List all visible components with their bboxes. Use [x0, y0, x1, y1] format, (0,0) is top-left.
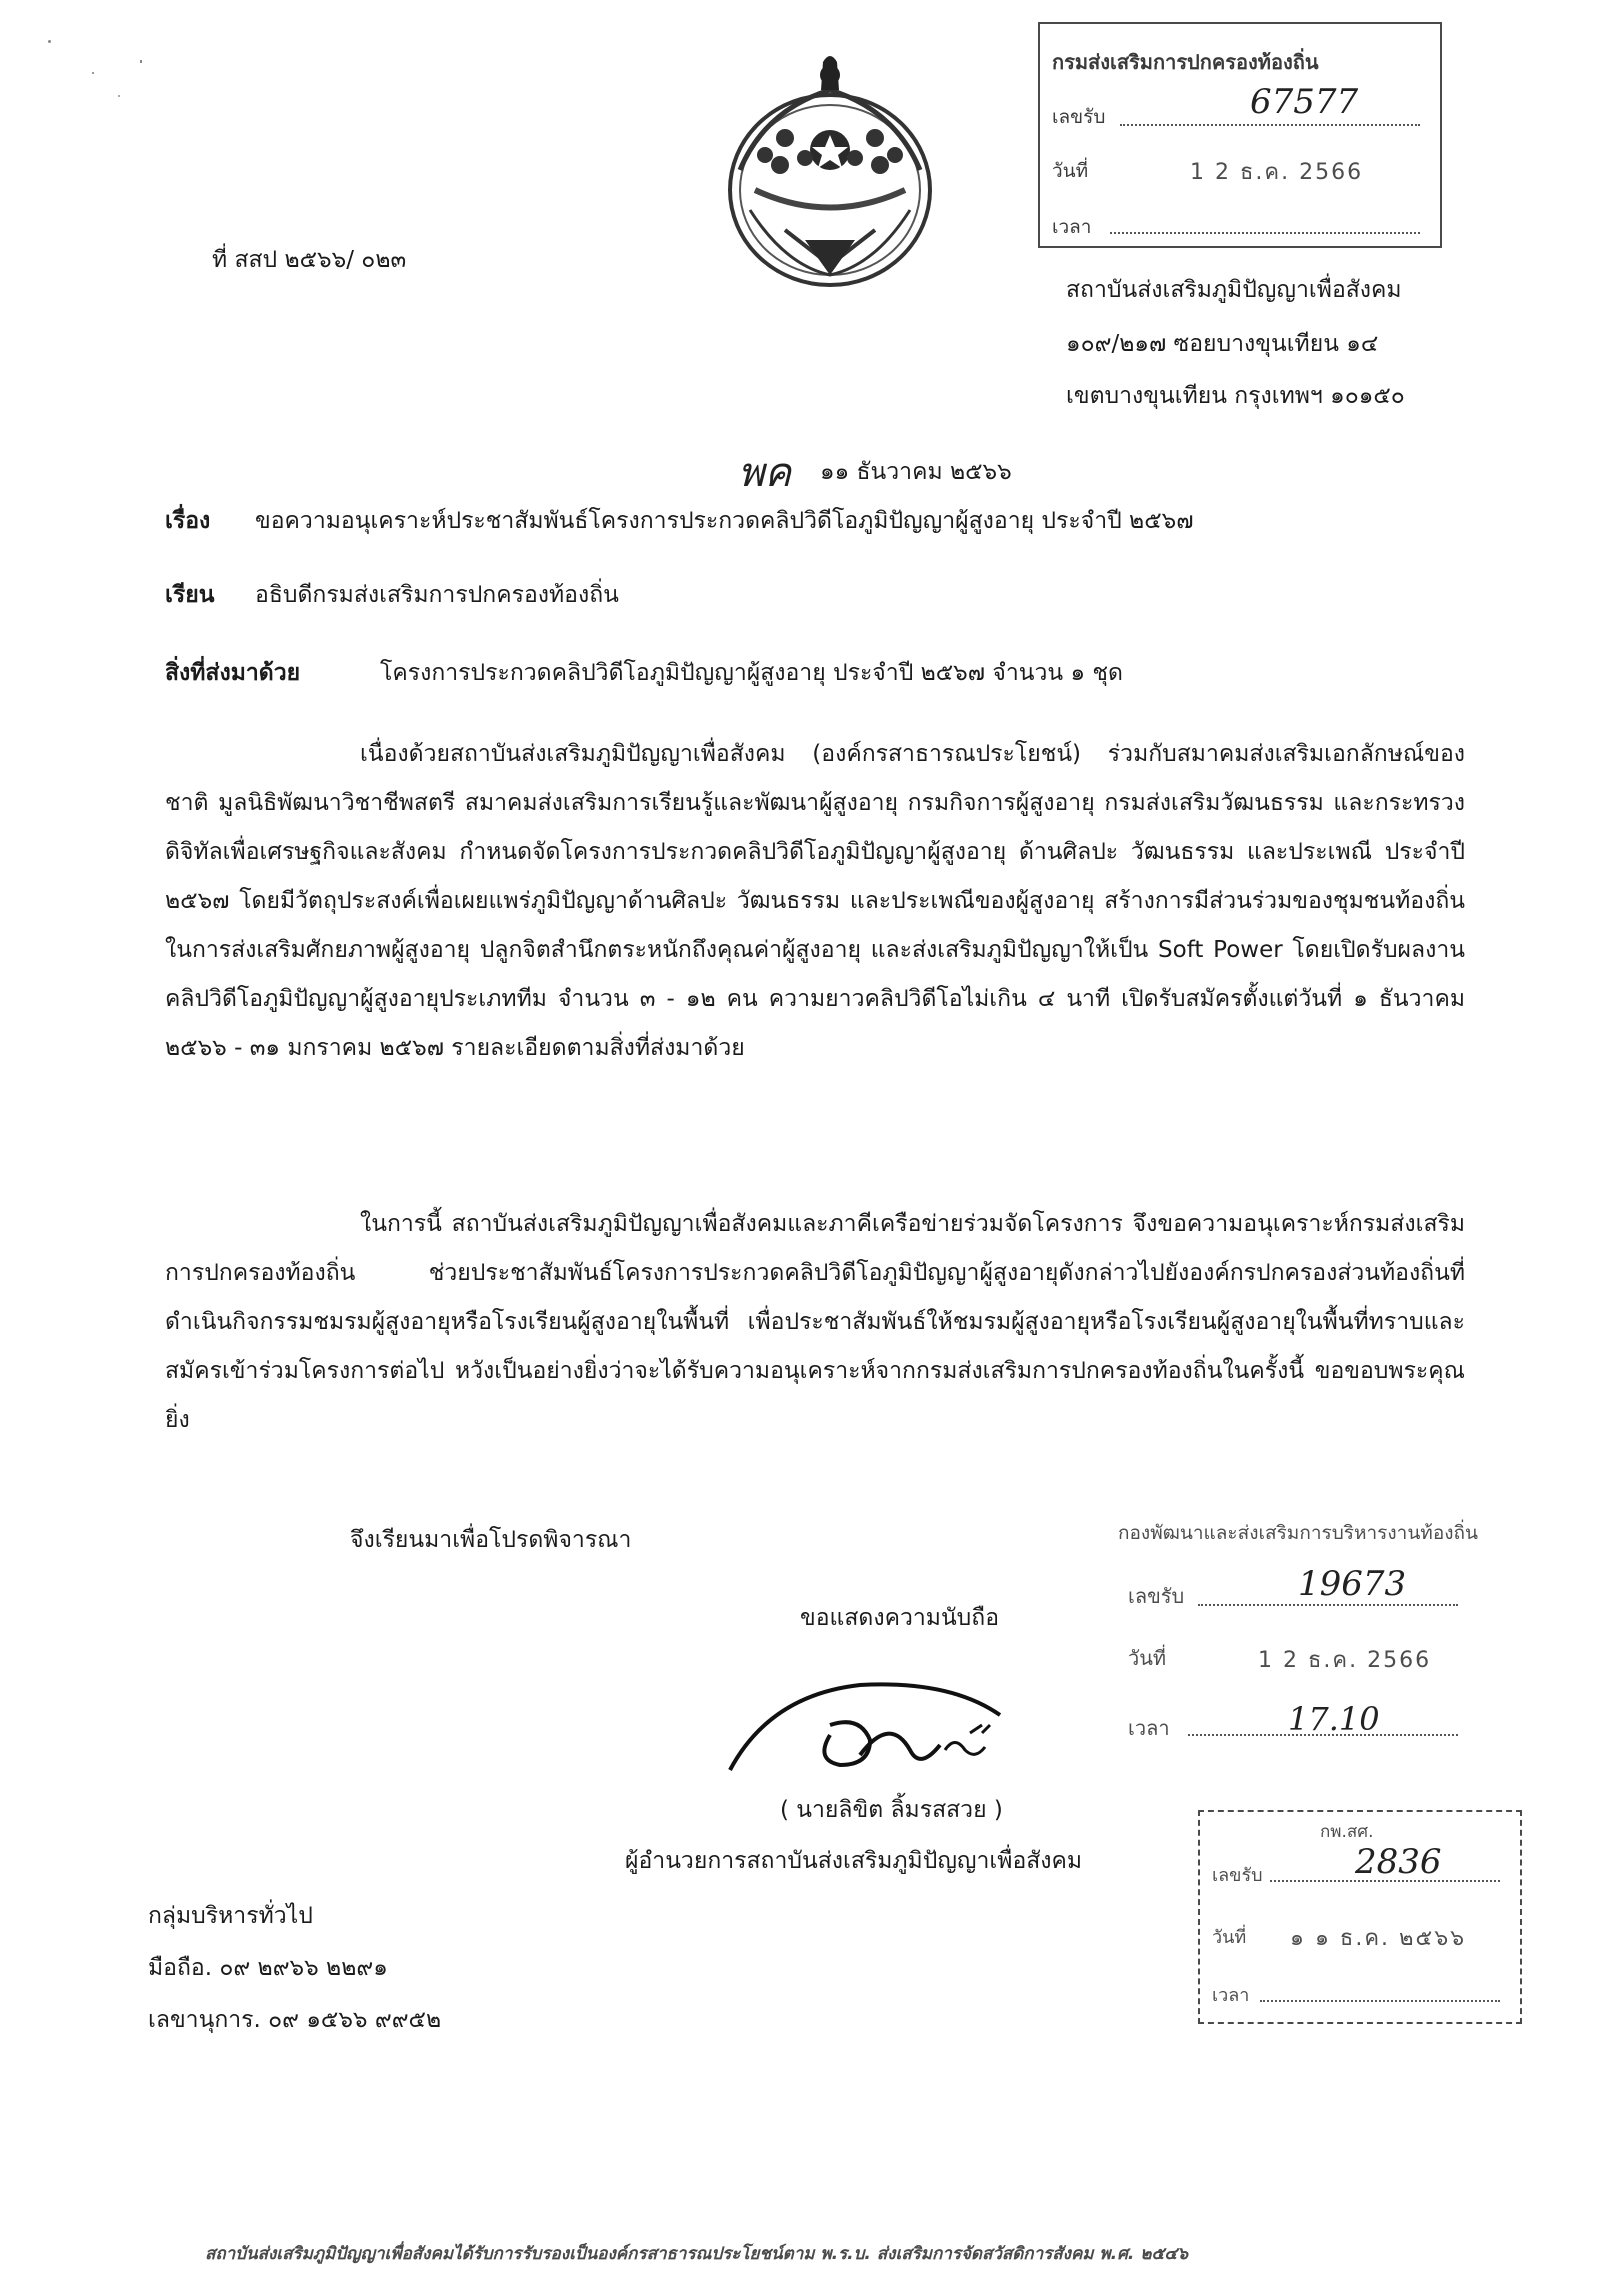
- contact-secretary: เลขานุการ. ๐๙ ๑๕๖๖ ๙๙๕๒: [148, 2007, 442, 2033]
- stamp-time-value: 17.10: [1288, 1700, 1380, 1738]
- paragraph-2-text: ในการนี้ สถาบันส่งเสริมภูมิปัญญาเพื่อสังคมและภาคีเครือข่ายร่วมจัดโครงการ จึงขอความอนุเคราะห์กรมส่งเสริมการปกครองท้องถิ่น ช่วยประชาสัมพันธ์โครงการประกวดคลิปวิดีโอภูมิปัญญาผู้สูงอายุดังกล่าวไปยังองค์กรปกครองส่วนท้องถิ่นที่ดำเนินกิจกรรมชมรมผู้สูงอายุหรือโรงเรียนผู้สูงอายุในพื้นที่ เพื่อประชาสัมพันธ์ให้ชมรมผู้สูงอายุหรือโรงเรียนผู้สูงอายุในพื้นที่ทราบและสมัครเข้าร่วมโครงการต่อไป หวังเป็นอย่างยิ่งว่าจะได้รับความอนุเคราะห์จากกรมส่งเสริมการปกครองท้องถิ่นในครั้งนี้ ขอขอบพระคุณยิ่ง: [165, 1211, 1465, 1433]
- enclosure-text: โครงการประกวดคลิปวิดีโอภูมิปัญญาผู้สูงอายุ ประจำปี ๒๕๖๗ จำนวน ๑ ชุด: [380, 660, 1123, 686]
- scan-speck: [118, 95, 120, 97]
- stamp-division-name: กองพัฒนาและส่งเสริมการบริหารงานท้องถิ่น: [1118, 1522, 1479, 1544]
- stamp-number-label: เลขรับ: [1128, 1584, 1185, 1608]
- dotted-line: [1120, 124, 1420, 126]
- closing-request: จึงเรียนมาเพื่อโปรดพิจารณา: [350, 1527, 632, 1553]
- signer-name: ( นายลิขิต ลิ้มรสสวย ): [780, 1797, 1003, 1823]
- footer-certification: สถาบันส่งเสริมภูมิปัญญาเพื่อสังคมได้รับการรับรองเป็นองค์กรสาธารณประโยชน์ตาม พ.ร.บ. ส่งเสริมการจัดสวัสดิการสังคม พ.ศ. ๒๕๔๖: [205, 2244, 1188, 2264]
- receive-stamp-division: [1118, 1508, 1488, 1768]
- scan-speck: [140, 60, 142, 63]
- stamp-time-label: เวลา: [1212, 1985, 1250, 2006]
- enclosure-label: สิ่งที่ส่งมาด้วย: [165, 660, 301, 686]
- stamp-number-value: 67577: [1250, 82, 1359, 122]
- letter-date: ๑๑ ธันวาคม ๒๕๖๖: [820, 459, 1012, 485]
- stamp-date-value: ๑ ๑ ธ.ค. ๒๕๖๖: [1290, 1926, 1467, 1951]
- dotted-line: [1260, 2000, 1500, 2002]
- stamp-number-label: เลขรับ: [1052, 106, 1106, 128]
- stamp-date-label: วันที่: [1052, 160, 1089, 182]
- stamp-date-label: วันที่: [1128, 1646, 1167, 1670]
- stamp-number-value: 19673: [1298, 1564, 1407, 1604]
- sender-address-line1: ๑๐๙/๒๑๗ ซอยบางขุนเทียน ๑๔: [1066, 331, 1379, 357]
- handwritten-signature: [720, 1655, 1030, 1785]
- body-paragraph-2: [165, 1200, 1465, 1445]
- to-label: เรียน: [165, 582, 215, 608]
- signer-position: ผู้อำนวยการสถาบันส่งเสริมภูมิปัญญาเพื่อสังคม: [625, 1848, 1083, 1874]
- stamp-number-label: เลขรับ: [1212, 1865, 1263, 1886]
- sender-name: สถาบันส่งเสริมภูมิปัญญาเพื่อสังคม: [1066, 277, 1402, 303]
- receive-stamp-unit: [1198, 1810, 1522, 2024]
- scan-speck: [48, 40, 51, 43]
- stamp-unit-name: กพ.สศ.: [1320, 1822, 1374, 1842]
- stamp-number-value: 2836: [1355, 1842, 1442, 1882]
- dotted-line: [1110, 232, 1420, 234]
- stamp-date-value: 1 2 ธ.ค. 2566: [1258, 1648, 1432, 1673]
- subject-text: ขอความอนุเคราะห์ประชาสัมพันธ์โครงการประกวดคลิปวิดีโอภูมิปัญญาผู้สูงอายุ ประจำปี ๒๕๖๗: [255, 508, 1194, 534]
- regards: ขอแสดงความนับถือ: [800, 1605, 1000, 1631]
- stamp-time-label: เวลา: [1128, 1716, 1170, 1740]
- stamp-time-label: เวลา: [1052, 216, 1092, 238]
- paragraph-1-text: เนื่องด้วยสถาบันส่งเสริมภูมิปัญญาเพื่อสังคม (องค์กรสาธารณประโยชน์) ร่วมกับสมาคมส่งเสริมเอกลักษณ์ของชาติ มูลนิธิพัฒนาวิชาชีพสตรี สมาคมส่งเสริมการเรียนรู้และพัฒนาผู้สูงอายุ กรมกิจการผู้สูงอายุ กรมส่งเสริมวัฒนธรรม และกระทรวงดิจิทัลเพื่อเศรษฐกิจและสังคม กำหนดจัดโครงการประกวดคลิปวิดีโอภูมิปัญญาผู้สูงอายุ ด้านศิลปะ วัฒนธรรม และประเพณี ประจำปี ๒๕๖๗ โดยมีวัตถุประสงค์เพื่อเผยแพร่ภูมิปัญญาด้านศิลปะ วัฒนธรรม และประเพณีของผู้สูงอายุ สร้างการมีส่วนร่วมของชุมชนท้องถิ่นในการส่งเสริมศักยภาพผู้สูงอายุ ปลูกจิตสำนึกตระหนักถึงคุณค่าผู้สูงอายุ และส่งเสริมภูมิปัญญาให้เป็น Soft Power โดยเปิดรับผลงานคลิปวิดีโอภูมิปัญญาผู้สูงอายุประเภททีม จำนวน ๓ - ๑๒ คน ความยาวคลิปวิดีโอไม่เกิน ๔ นาที เปิดรับสมัครตั้งแต่วันที่ ๑ ธันวาคม ๒๕๖๖ - ๓๑ มกราคม ๒๕๖๗ รายละเอียดตามสิ่งที่ส่งมาด้วย: [165, 741, 1465, 1061]
- document-number: ที่ สสป ๒๕๖๖/ ๐๒๓: [212, 247, 407, 273]
- subject-label: เรื่อง: [165, 508, 211, 534]
- scan-speck: [92, 72, 94, 74]
- contact-group: กลุ่มบริหารทั่วไป: [148, 1903, 313, 1929]
- institute-emblem: [725, 50, 935, 290]
- sender-address-line2: เขตบางขุนเทียน กรุงเทพฯ ๑๐๑๕๐: [1066, 383, 1405, 409]
- stamp-date-label: วันที่: [1212, 1927, 1247, 1948]
- contact-mobile: มือถือ. ๐๙ ๒๙๖๖ ๒๒๙๑: [148, 1955, 388, 1981]
- stamp-date-value: 1 2 ธ.ค. 2566: [1190, 160, 1364, 185]
- stamp-agency-name: กรมส่งเสริมการปกครองท้องถิ่น: [1052, 50, 1319, 74]
- dotted-line: [1198, 1604, 1458, 1606]
- to-text: อธิบดีกรมส่งเสริมการปกครองท้องถิ่น: [255, 582, 619, 608]
- body-paragraph-1: [165, 730, 1465, 1073]
- date-handwritten-initials: พค: [738, 450, 792, 496]
- receive-stamp-department: [1038, 22, 1442, 248]
